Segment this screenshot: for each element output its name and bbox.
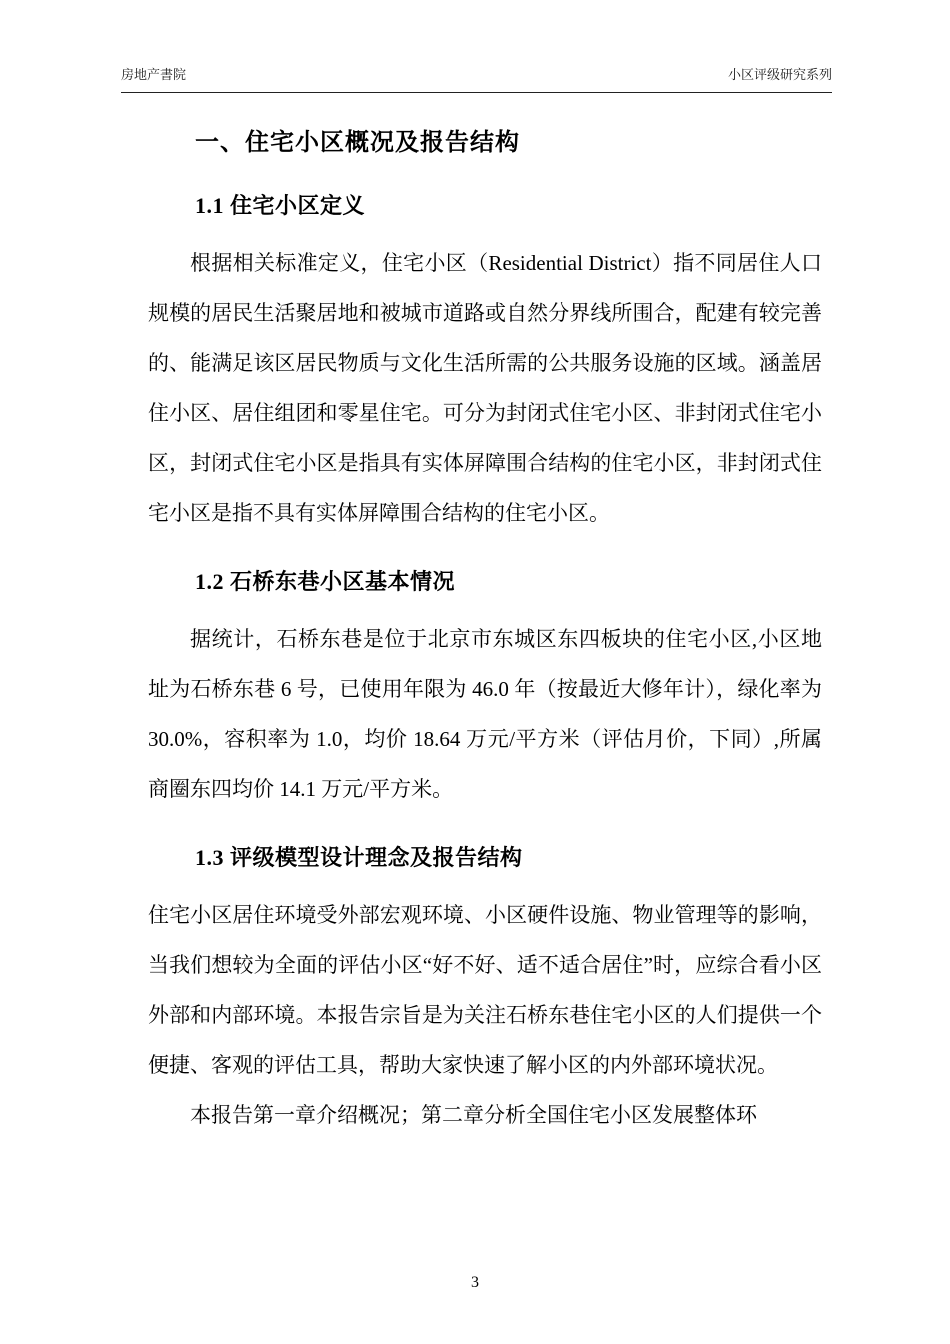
- header-left-text: 房地产書院: [121, 67, 187, 82]
- page-header: [121, 64, 832, 93]
- header-right-text: 小区评级研究系列: [727, 67, 832, 82]
- section-1-2-paragraph: 据统计，石桥东巷是位于北京市东城区东四板块的住宅小区,小区地址为石桥东巷 6 号，已使用年限为 46.0 年（按最近大修年计），绿化率为 30.0%，容积率为 1.0，均价 18.64 万元/平方米（评估月价，下同）,所属商圈东四均价 14.1 万元/平方米。: [148, 627, 822, 801]
- section-1-1-heading: 1.1 住宅小区定义: [195, 193, 366, 218]
- section-1-1: [148, 190, 822, 538]
- document-body: [148, 96, 822, 1140]
- section-1-2: [148, 566, 822, 814]
- section-1-2-heading: 1.2 石桥东巷小区基本情况: [195, 569, 456, 594]
- chapter-title: 一、住宅小区概况及报告结构: [195, 130, 520, 156]
- section-1-3-paragraph-1: 住宅小区居住环境受外部宏观环境、小区硬件设施、物业管理等的影响，当我们想较为全面的评估小区“好不好、适不适合居住”时，应综合看小区外部和内部环境。本报告宗旨是为关注石桥东巷住宅小区的人们提供一个便捷、客观的评估工具，帮助大家快速了解小区的内外部环境状况。: [148, 903, 822, 1077]
- section-1-3: [148, 842, 822, 1140]
- page-footer: [0, 1274, 950, 1292]
- section-1-3-paragraph-2: 本报告第一章介绍概况；第二章分析全国住宅小区发展整体环: [190, 1103, 757, 1127]
- section-1-1-paragraph: 根据相关标准定义，住宅小区（Residential District）指不同居住人口规模的居民生活聚居地和被城市道路或自然分界线所围合，配建有较完善的、能满足该区居民物质与文化生活所需的公共服务设施的区域。涵盖居住小区、居住组团和零星住宅。可分为封闭式住宅小区、非封闭式住宅小区，封闭式住宅小区是指具有实体屏障围合结构的住宅小区，非封闭式住宅小区是指不具有实体屏障围合结构的住宅小区。: [148, 251, 822, 525]
- section-1-3-heading: 1.3 评级模型设计理念及报告结构: [195, 845, 523, 870]
- page-number: 3: [471, 1274, 479, 1291]
